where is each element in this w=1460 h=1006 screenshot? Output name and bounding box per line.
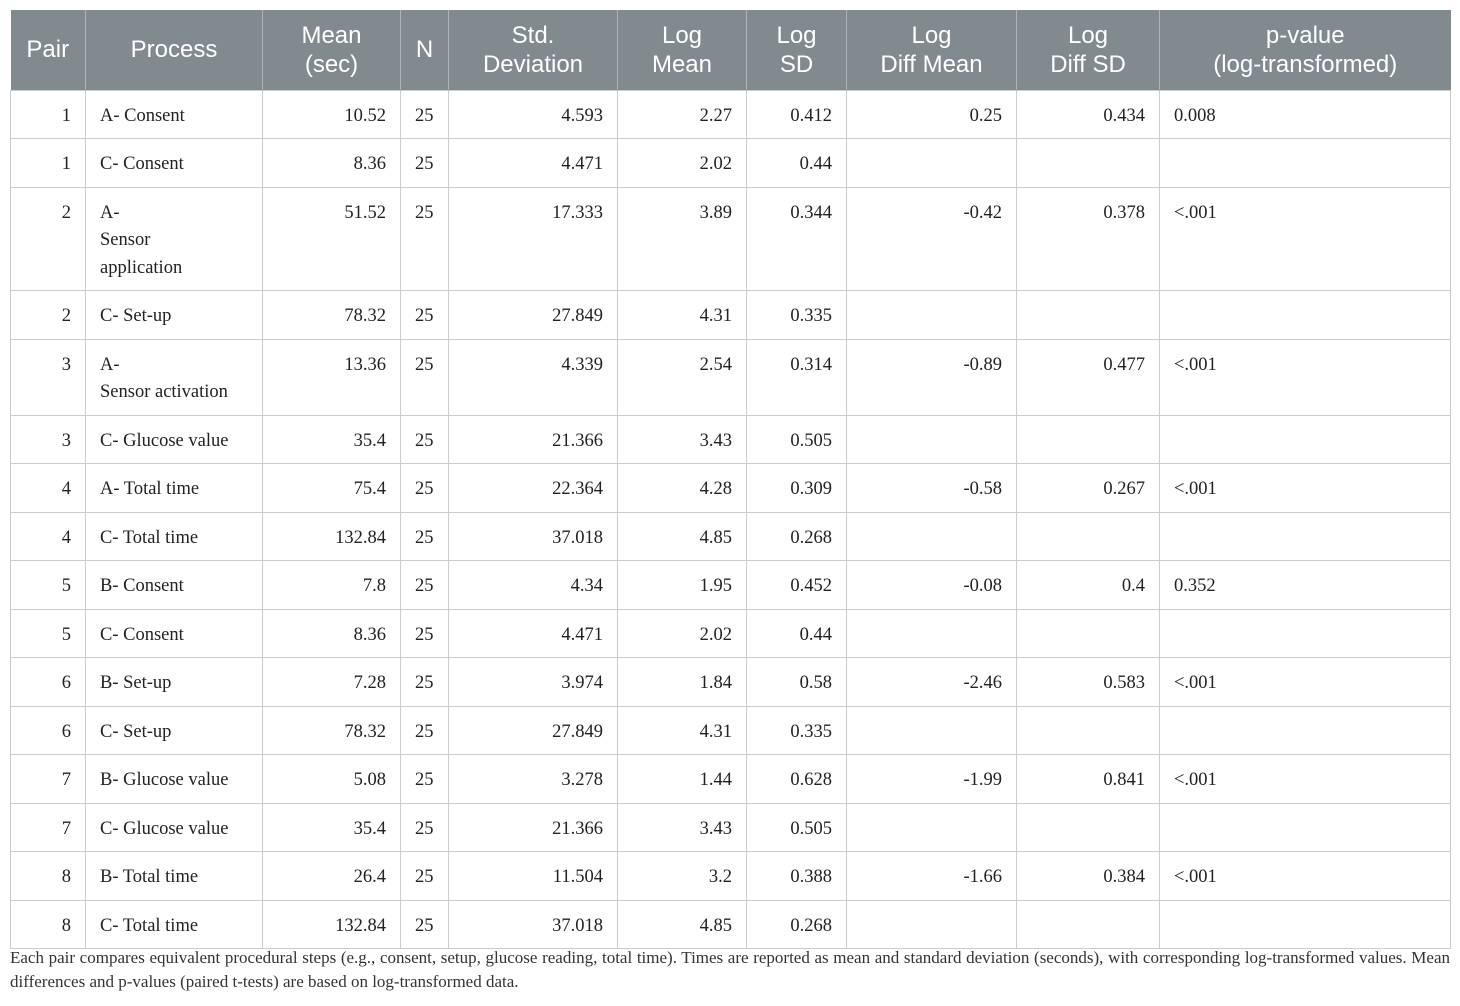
process-line: C- Consent [100,154,184,174]
cell-mean: 7.8 [263,561,401,610]
cell-pair: 8 [11,852,86,901]
cell-mean: 78.32 [263,291,401,340]
header-log-mean: Log Mean [618,10,747,90]
table-row [11,658,1451,707]
cell-mean: 7.28 [263,658,401,707]
results-table [10,10,1451,949]
cell-log-diff-sd: 0.4 [1017,561,1160,610]
process-line: C- Total time [100,915,199,936]
cell-mean: 35.4 [263,415,401,464]
cell-n: 25 [401,512,449,561]
cell-std-deviation: 17.333 [449,187,618,291]
header-log-diff-mean: Log Diff Mean [847,10,1017,90]
table-row [11,852,1451,901]
header-log-diff-sd: Log Diff SD [1017,10,1160,90]
cell-pair: 3 [11,339,86,415]
cell-n: 25 [401,464,449,513]
cell-n: 25 [401,291,449,340]
cell-process [86,415,263,464]
cell-mean: 51.52 [263,187,401,291]
cell-n: 25 [401,339,449,415]
process-line: A- [100,354,120,375]
cell-log-sd: 0.44 [747,609,847,658]
cell-std-deviation: 4.339 [449,339,618,415]
cell-mean: 5.08 [263,755,401,804]
cell-log-diff-sd [1017,609,1160,658]
cell-std-deviation: 21.366 [449,415,618,464]
cell-log-mean: 2.54 [618,339,747,415]
cell-log-diff-mean: 0.25 [847,90,1017,139]
cell-log-sd: 0.335 [747,291,847,340]
table-row [11,706,1451,755]
table-row [11,464,1451,513]
cell-log-sd: 0.505 [747,415,847,464]
cell-n: 25 [401,561,449,610]
cell-log-diff-sd [1017,803,1160,852]
cell-log-mean: 2.27 [618,90,747,139]
cell-pair: 3 [11,415,86,464]
cell-mean: 132.84 [263,900,401,949]
cell-p-value [1160,415,1451,464]
cell-mean: 26.4 [263,852,401,901]
table-row [11,609,1451,658]
cell-log-mean: 4.31 [618,291,747,340]
cell-log-diff-sd: 0.434 [1017,90,1160,139]
cell-log-mean: 1.95 [618,561,747,610]
cell-process [86,609,263,658]
cell-log-diff-mean [847,512,1017,561]
process-line: C- Total time [100,527,199,548]
process-line: C- Set-up [100,721,172,742]
cell-log-sd: 0.335 [747,706,847,755]
cell-log-diff-sd [1017,415,1160,464]
cell-log-diff-sd: 0.841 [1017,755,1160,804]
cell-n: 25 [401,609,449,658]
process-line: B- Glucose value [100,770,229,790]
cell-process [86,706,263,755]
cell-process [86,561,263,610]
cell-std-deviation: 22.364 [449,464,618,513]
cell-log-mean: 4.85 [618,512,747,561]
cell-p-value [1160,609,1451,658]
cell-log-diff-mean: -0.58 [847,464,1017,513]
header-n: N [401,10,449,90]
cell-pair: 4 [11,512,86,561]
table-body [11,90,1451,949]
cell-p-value: <.001 [1160,187,1451,291]
cell-p-value [1160,512,1451,561]
table-row [11,512,1451,561]
cell-process [86,512,263,561]
cell-std-deviation: 3.974 [449,658,618,707]
cell-n: 25 [401,187,449,291]
table-row [11,755,1451,804]
cell-pair: 7 [11,803,86,852]
process-line: B- Total time [100,867,199,887]
cell-pair: 4 [11,464,86,513]
cell-log-mean: 3.89 [618,187,747,291]
cell-pair: 5 [11,561,86,610]
process-line: C- Set-up [100,306,172,326]
cell-p-value [1160,803,1451,852]
cell-process [86,187,263,291]
cell-std-deviation: 4.471 [449,139,618,188]
cell-log-sd: 0.314 [747,339,847,415]
cell-n: 25 [401,139,449,188]
cell-log-diff-mean [847,139,1017,188]
cell-process [86,658,263,707]
cell-log-mean: 4.31 [618,706,747,755]
cell-process [86,139,263,188]
cell-log-sd: 0.628 [747,755,847,804]
cell-log-diff-sd [1017,139,1160,188]
cell-log-mean: 3.43 [618,803,747,852]
cell-process [86,291,263,340]
cell-process [86,803,263,852]
cell-std-deviation: 37.018 [449,900,618,949]
cell-std-deviation: 21.366 [449,803,618,852]
cell-log-diff-mean: -0.42 [847,187,1017,291]
cell-std-deviation: 27.849 [449,706,618,755]
cell-n: 25 [401,706,449,755]
cell-log-sd: 0.344 [747,187,847,291]
cell-std-deviation: 11.504 [449,852,618,901]
cell-process [86,90,263,139]
cell-log-diff-sd: 0.384 [1017,852,1160,901]
cell-log-sd: 0.268 [747,900,847,949]
data-table-container [10,10,1450,949]
process-line: B- Set-up [100,673,172,693]
cell-n: 25 [401,755,449,804]
cell-p-value: <.001 [1160,464,1451,513]
cell-pair: 2 [11,291,86,340]
cell-p-value: 0.352 [1160,561,1451,610]
process-line: C- Consent [100,624,184,645]
cell-mean: 75.4 [263,464,401,513]
cell-log-diff-mean [847,609,1017,658]
process-line: Sensor [100,230,151,250]
cell-log-diff-sd [1017,512,1160,561]
process-line: Sensor activation [100,382,228,402]
cell-pair: 7 [11,755,86,804]
header-process: Process [86,10,263,90]
cell-log-diff-mean: -2.46 [847,658,1017,707]
cell-log-diff-mean: -0.89 [847,339,1017,415]
cell-mean: 132.84 [263,512,401,561]
process-line: A- [100,202,120,223]
cell-log-diff-sd [1017,706,1160,755]
cell-log-mean: 3.43 [618,415,747,464]
cell-std-deviation: 4.471 [449,609,618,658]
cell-log-sd: 0.505 [747,803,847,852]
header-row [11,10,1451,90]
cell-log-sd: 0.268 [747,512,847,561]
cell-log-diff-mean [847,415,1017,464]
cell-mean: 8.36 [263,609,401,658]
cell-log-diff-sd: 0.267 [1017,464,1160,513]
cell-log-sd: 0.412 [747,90,847,139]
cell-log-diff-sd: 0.378 [1017,187,1160,291]
cell-process [86,852,263,901]
cell-process [86,339,263,415]
cell-p-value: <.001 [1160,755,1451,804]
header-log-sd: Log SD [747,10,847,90]
cell-log-mean: 4.85 [618,900,747,949]
cell-pair: 6 [11,706,86,755]
cell-mean: 13.36 [263,339,401,415]
cell-n: 25 [401,658,449,707]
cell-mean: 8.36 [263,139,401,188]
table-row [11,291,1451,340]
cell-log-mean: 1.44 [618,755,747,804]
cell-log-mean: 1.84 [618,658,747,707]
cell-log-sd: 0.309 [747,464,847,513]
header-pair: Pair [11,10,86,90]
cell-log-mean: 3.2 [618,852,747,901]
table-row [11,339,1451,415]
cell-log-mean: 4.28 [618,464,747,513]
cell-process [86,755,263,804]
cell-pair: 6 [11,658,86,707]
cell-pair: 2 [11,187,86,291]
process-line: B- Consent [100,576,184,596]
cell-mean: 78.32 [263,706,401,755]
cell-pair: 1 [11,139,86,188]
process-line: C- Glucose value [100,818,229,839]
cell-std-deviation: 3.278 [449,755,618,804]
cell-log-diff-mean: -1.99 [847,755,1017,804]
cell-pair: 5 [11,609,86,658]
table-row [11,900,1451,949]
header-p-value: p-value (log-transformed) [1160,10,1451,90]
cell-p-value: <.001 [1160,339,1451,415]
cell-log-sd: 0.452 [747,561,847,610]
cell-pair: 1 [11,90,86,139]
table-footnote: Each pair compares equivalent procedural steps (e.g., consent, setup, glucose reading, total time). Times are reported as mean and standard deviation (seconds), with corresponding log-transformed values. Mean differences and p-values (paired t-tests) are based on log-transformed data. [10,948,1450,991]
process-line: A- Total time [100,479,200,499]
cell-std-deviation: 4.593 [449,90,618,139]
cell-p-value: <.001 [1160,852,1451,901]
cell-log-diff-mean [847,803,1017,852]
cell-n: 25 [401,803,449,852]
cell-log-diff-mean: -0.08 [847,561,1017,610]
cell-p-value [1160,291,1451,340]
cell-pair: 8 [11,900,86,949]
cell-log-sd: 0.44 [747,139,847,188]
table-row [11,187,1451,291]
cell-mean: 10.52 [263,90,401,139]
process-line: application [100,257,183,278]
cell-n: 25 [401,415,449,464]
cell-log-diff-mean: -1.66 [847,852,1017,901]
cell-p-value: <.001 [1160,658,1451,707]
header-std-deviation: Std. Deviation [449,10,618,90]
cell-std-deviation: 4.34 [449,561,618,610]
cell-p-value: 0.008 [1160,90,1451,139]
cell-log-diff-sd [1017,291,1160,340]
cell-n: 25 [401,90,449,139]
cell-log-diff-mean [847,706,1017,755]
cell-log-diff-mean [847,291,1017,340]
table-row [11,90,1451,139]
cell-p-value [1160,706,1451,755]
table-row [11,415,1451,464]
cell-log-diff-sd [1017,900,1160,949]
cell-std-deviation: 37.018 [449,512,618,561]
table-row [11,561,1451,610]
cell-mean: 35.4 [263,803,401,852]
process-line: A- Consent [100,105,185,126]
cell-process [86,464,263,513]
cell-log-diff-mean [847,900,1017,949]
cell-n: 25 [401,852,449,901]
cell-log-sd: 0.388 [747,852,847,901]
cell-p-value [1160,139,1451,188]
table-row [11,803,1451,852]
cell-log-diff-sd: 0.477 [1017,339,1160,415]
cell-std-deviation: 27.849 [449,291,618,340]
cell-log-sd: 0.58 [747,658,847,707]
cell-log-mean: 2.02 [618,609,747,658]
cell-process [86,900,263,949]
cell-n: 25 [401,900,449,949]
table-row [11,139,1451,188]
cell-p-value [1160,900,1451,949]
cell-log-diff-sd: 0.583 [1017,658,1160,707]
header-mean: Mean (sec) [263,10,401,90]
cell-log-mean: 2.02 [618,139,747,188]
process-line: C- Glucose value [100,430,229,451]
